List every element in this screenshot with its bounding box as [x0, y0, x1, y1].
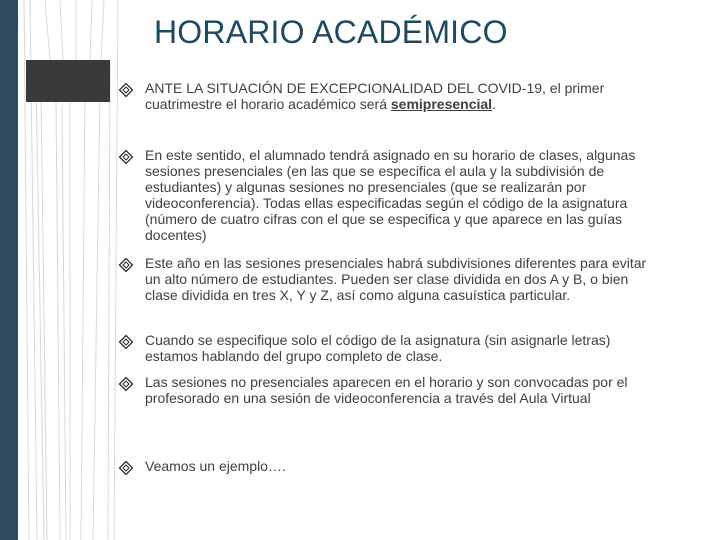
diamond-outline-icon [118, 334, 134, 350]
diamond-outline-icon [118, 149, 134, 165]
bullet-text [145, 80, 663, 112]
bullet-item [118, 80, 663, 112]
sidebar-band [0, 0, 18, 540]
bullet-text: En este sentido, el alumnado tendrá asignado en su horario de clases, algunas sesiones presenciales (en las que se especifica el aula y la subdivisión de estudiantes) y algunas sesiones no presenciales (que se realizarán por videoconferencia). Todas ellas especificadas según el código de la asignatura (número de cuatro cifras con el que se especifica y que aparece en las guías docentes) [145, 147, 636, 243]
bullet-text-main: ANTE LA SITUACIÓN DE EXCEPCIONALIDAD DEL COVID-19, el primer cuatrimestre el horario académico será [145, 80, 605, 112]
diamond-outline-icon [118, 376, 134, 392]
bullet-item [118, 147, 663, 243]
slide-title: HORARIO ACADÉMICO [154, 14, 508, 50]
diamond-outline-icon [118, 82, 134, 98]
emphasis-semipresencial: semipresencial [390, 96, 493, 112]
bullet-text: Cuando se especifique solo el código de la asignatura (sin asignarle letras) estamos hablando del grupo completo de clase. [145, 332, 611, 364]
bullet-text: Este año en las sesiones presenciales habrá subdivisiones diferentes para evitar un alto número de estudiantes. Pueden ser clase dividida en dos A y B, o bien clase dividida en tres X, Y y Z, así como alguna casuística particular. [145, 255, 647, 303]
bullet-item [118, 458, 663, 474]
bullet-text: Veamos un ejemplo…. [145, 458, 286, 474]
bullet-item [118, 374, 663, 406]
diamond-outline-icon [118, 257, 134, 273]
bullet-item [118, 255, 663, 303]
title-accent-tab [26, 60, 110, 102]
diamond-outline-icon [118, 460, 134, 476]
bullet-text: Las sesiones no presenciales aparecen en el horario y son convocadas por el profesorado en una sesión de videoconferencia a través del Aula Virtual [145, 374, 628, 406]
bullet-item [118, 332, 663, 364]
bullet-text-end: . [492, 96, 496, 112]
